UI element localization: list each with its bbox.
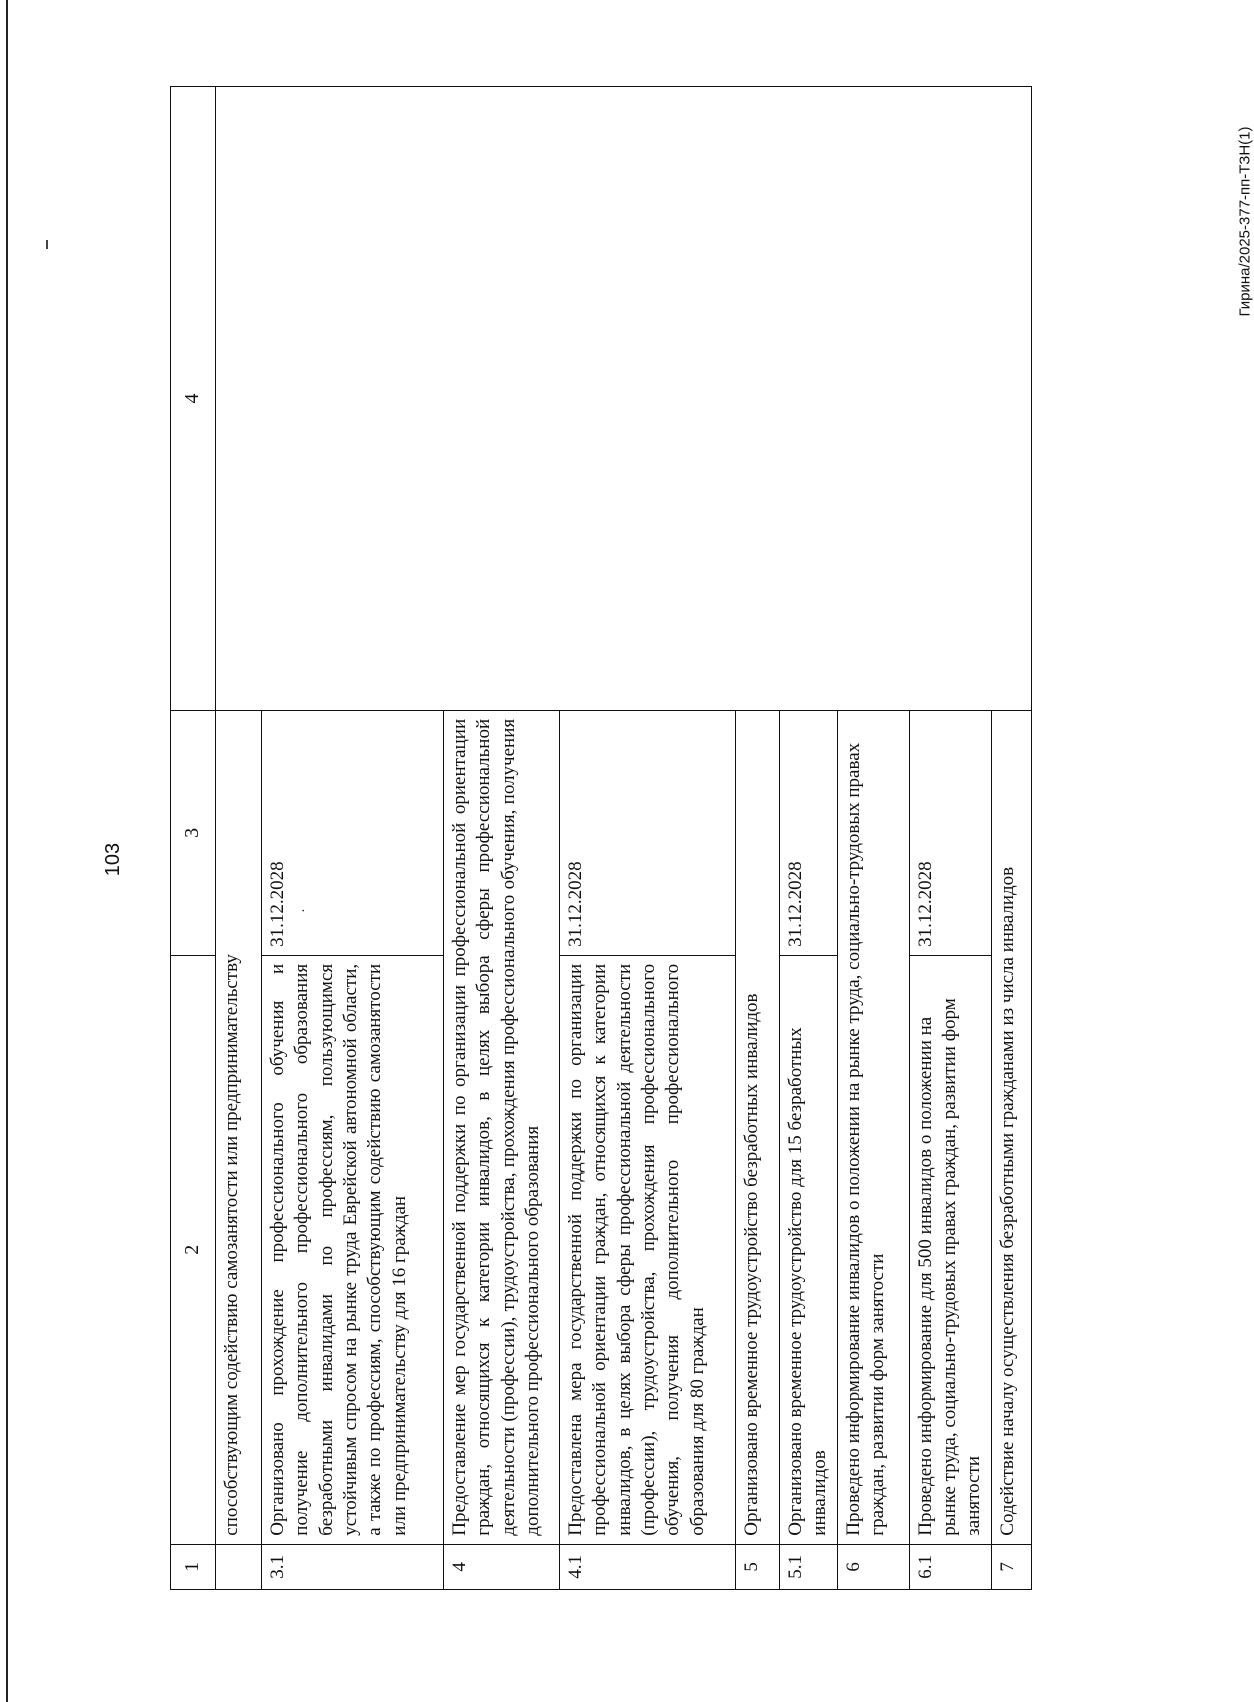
row-text: Проведено информирование инвалидов о положении на рынке труда, социально-трудовых правах граждан, развитии форм занятости xyxy=(837,710,909,1544)
row-deadline: 31.12.2028 xyxy=(909,710,991,955)
row-number: 6.1 xyxy=(909,1544,991,1589)
row-number: 5 xyxy=(736,1544,780,1589)
row-deadline: 31.12.2028 xyxy=(560,710,736,955)
row-deadline-cell xyxy=(262,710,444,955)
row-text: Организовано прохождение профессионального обучения и получение дополнительного профессионального образования безработными инвалидами по профессиям, пользующимся устойчивым спросом на рынке труда Еврейской автономной области, а также по профессиям, способствующим содействию самозанятости или предпринимательству для 16 граждан xyxy=(262,955,444,1544)
row-text: Содействие началу осуществления безработными гражданами из числа инвалидов xyxy=(991,710,1031,1544)
row-text: способствующим содействию самозанятости или предпринимательству xyxy=(216,710,262,1544)
row-text: Проведено информирование для 500 инвалидов о положении на рынке труда, социально-трудовых правах граждан, развитии форм занятости xyxy=(909,955,991,1544)
scan-dot: · xyxy=(297,908,313,913)
plan-table xyxy=(170,86,1032,1590)
header-cell: 4 xyxy=(171,87,216,711)
row-deadline: 31.12.2028 xyxy=(780,710,838,955)
table-row xyxy=(216,87,262,1590)
row-number: 4 xyxy=(444,1544,560,1589)
scan-edge-line xyxy=(6,0,8,1702)
row-number: 4.1 xyxy=(560,1544,736,1589)
row-text: Организовано временное трудоустройство безработных инвалидов xyxy=(736,710,780,1544)
row-text: Организовано временное трудоустройство для 15 безработных инвалидов xyxy=(780,955,838,1544)
row-number: 6 xyxy=(837,1544,909,1589)
row-number: 7 xyxy=(991,1544,1031,1589)
row-text: Предоставление мер государственной поддержки по организации профессиональной ориентации граждан, относящихся к категории инвалидов, в целях выбора сферы профессиональной деятельности (профессии), трудоустройства, прохождения профессионального обучения, получения дополнительного профессионального образования xyxy=(444,710,560,1544)
column-4-cell xyxy=(216,87,1032,711)
header-cell: 1 xyxy=(171,1544,216,1589)
row-number: 3.1 xyxy=(262,1544,444,1589)
header-cell: 2 xyxy=(171,955,216,1544)
row-number xyxy=(216,1544,262,1589)
rotated-table-frame xyxy=(170,86,1080,1590)
row-text: Предоставлена мера государственной поддержки по организации профессиональной ориентации граждан, относящихся к категории инвалидов, в целях выбора сферы профессиональной деятельности (профессии), трудоустройства, прохождения профессионального обучения, получения дополнительного профессионального образования для 80 граждан xyxy=(560,955,736,1544)
row-number: 5.1 xyxy=(780,1544,838,1589)
document-code: Гирина/2025-377-пп-ТЗН(1) xyxy=(1236,126,1254,317)
page-number: 103 xyxy=(102,842,125,877)
scan-speck xyxy=(46,240,48,249)
header-cell: 3 xyxy=(171,710,216,955)
table-header-row xyxy=(171,87,216,1590)
row-deadline: 31.12.2028 xyxy=(267,861,288,947)
